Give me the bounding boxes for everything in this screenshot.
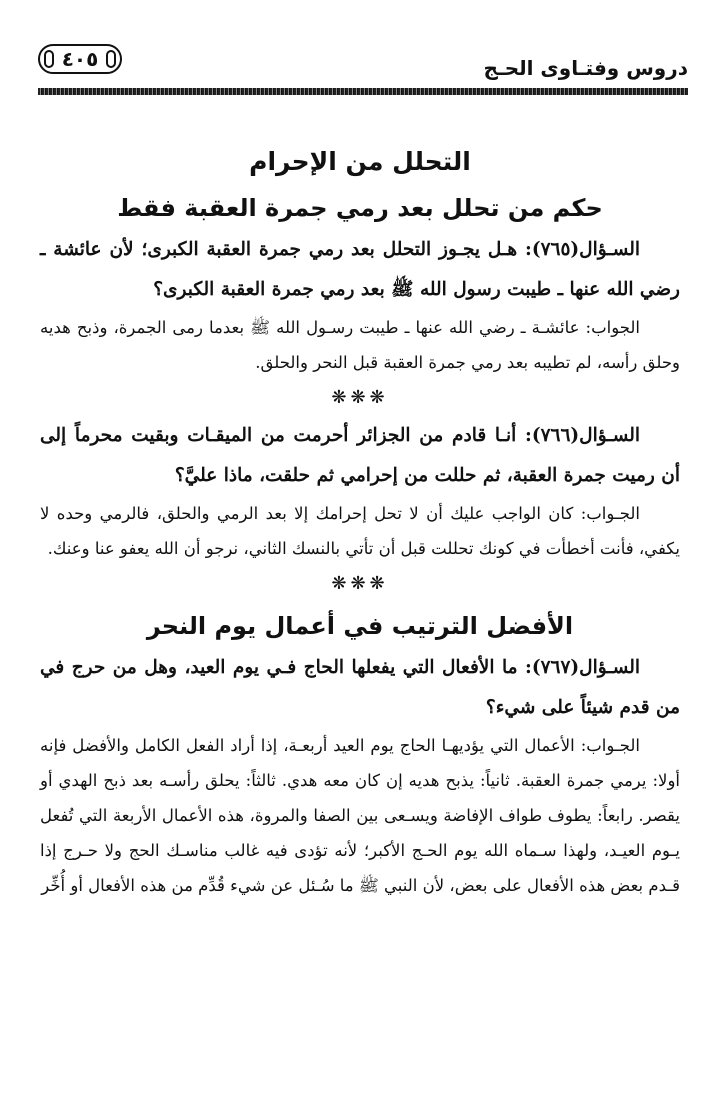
book-title: دروس وفتـاوى الحـج [483,56,688,80]
separator-stars: ❋❋❋ [331,573,389,594]
question-767: السـؤال(٧٦٧): ما الأفعال التي يفعلها الحاج فـي يوم العيد، وهل من حرج في من قدم شيئاً على شيء؟ [40,657,680,718]
question-765: السـؤال(٧٦٥): هـل يجـوز التحلل بعد رمي جمرة العقبة الكبرى؛ لأن عائشة ـ رضي الله عنها ـ طيبت رسول الله ﷺ بعد رمي جمرة العقبة الكبرى؟ [40,239,680,300]
page-number: ٤٠٥ [61,47,99,71]
running-header [38,44,688,88]
page-content [40,140,680,903]
section2-subtitle: الأفضل الترتيب في أعمال يوم النحر [146,612,574,640]
section-title: التحلل من الإحرام [249,147,471,176]
separator-stars: ❋❋❋ [331,387,389,408]
answer-767: الجـواب: الأعمال التي يؤديهـا الحاج يوم العيد أربعـة، إذا أراد الفعل الكامل والأفضل فإنه أولا: يرمي جمرة العقبة. ثانياً: يذبح هديه إن كان معه هدي. ثالثاً: يحلق رأسـه بعد ذبح الهدي أو يقصر. رابعاً: يطوف طواف الإفاضة ويسـعى بين الصفا والمروة، هذه الأعمال الأربعة التي تُفعل يـوم العيـد، ولهذا سـماه الله يوم الحـج الأكبر؛ لأنه تؤدى فيه غالب مناسـك الحج ولا حـرج إذا قـدم بعض هذه الأفعال على بعض، لأن النبي ﷺ ما سُـئل عن شيء قُدِّم من هذه الأفعال أو أُخِّر [40,736,680,895]
answer-765: الجواب: عائشـة ـ رضي الله عنها ـ طيبت رسـول الله ﷺ بعدما رمى الجمرة، وذبح هديه وحلق رأسه، لم تطيبه بعد رمي جمرة العقبة قبل النحر والحلق. [40,318,680,372]
header-divider [38,88,688,95]
page-number-frame [38,44,122,74]
question-766: السـؤال(٧٦٦): أنـا قادم من الجزائر أحرمت من الميقـات وبقيت محرماً إلى أن رميت جمرة العقبة، ثم حللت من إحرامي ثم حلقت، ماذا عليَّ؟ [40,425,680,486]
section-subtitle: حكم من تحلل بعد رمي جمرة العقبة فقط [117,194,603,222]
answer-766: الجـواب: كان الواجب عليك أن لا تحل إحرامك إلا بعد الرمي والحلق، فالرمي وحده لا يكفي، فأنت أخطأت في كونك تحللت قبل أن تأتي بالنسك الثاني، نرجو أن الله يعفو عنا وعنك. [40,504,680,558]
